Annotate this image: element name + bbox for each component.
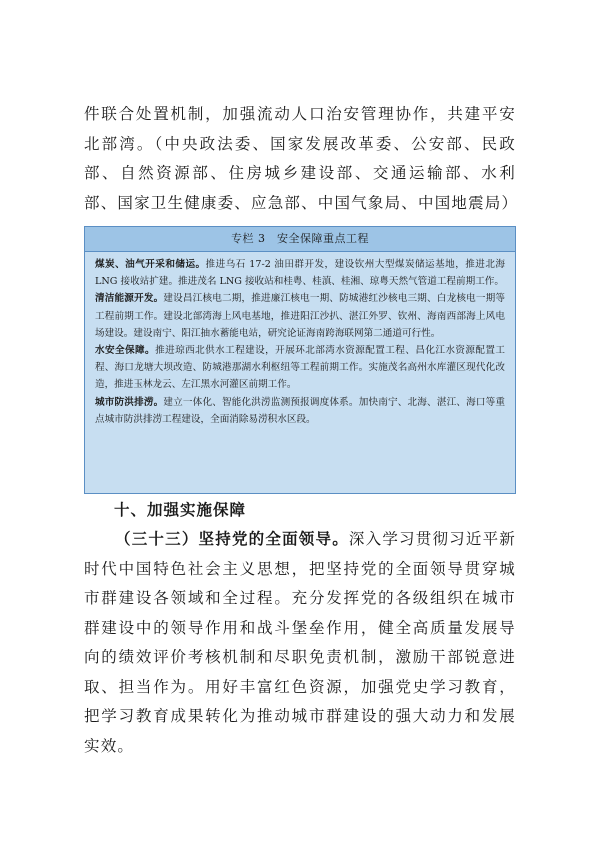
box-title: 专栏 3 安全保障重点工程	[85, 227, 515, 252]
section-heading: 十、加强实施保障	[114, 501, 247, 519]
paragraph-text: 深入学习贯彻习近平新时代中国特色社会主义思想，把坚持党的全面领导贯穿城市群建设各领域和全过程。充分发挥党的各级组织在城市群建设中的领导作用和战斗堡垒作用，健全高质量发展导向的绩效评价考核机制和尽职免责机制，激励干部锐意进取、担当作为。用好丰富红色资源，加强党史学习教育，把学习教育成果转化为推动城市群建设的强大动力和发展实效。	[84, 530, 516, 755]
box-item	[95, 342, 505, 394]
paragraph-lead: （三十三）坚持党的全面领导。	[115, 529, 349, 548]
box-item-text: 建立一体化、智能化洪涝监测预报调度体系。加快南宁、北海、湛江、海口等重点城市防洪排涝工程建设，全面消除易涝积水区段。	[95, 396, 506, 425]
box-item-text: 建设昌江核电二期，推进廉江核电一期、防城港红沙核电三期、白龙核电一期等工程前期工作。建设北部湾海上风电基地，推进阳江沙扒、湛江外罗、钦州、海南西部海上风电场建设。建设南宁、阳江抽水蓄能电站，研究论证海南跨海联网第二通道可行性。	[95, 293, 506, 339]
box-item	[95, 256, 505, 290]
box-item-lead: 清洁能源开发。	[95, 293, 164, 305]
box-item-lead: 煤炭、油气开采和储运。	[95, 259, 206, 270]
box-item-lead: 城市防洪排涝。	[95, 396, 164, 408]
special-column-box	[84, 226, 516, 494]
box-item	[95, 394, 505, 428]
box-item	[95, 290, 505, 342]
box-item-lead: 水安全保障。	[95, 345, 156, 357]
intro-paragraph: 件联合处置机制，加强流动人口治安管理协作，共建平安北部湾。（中央政法委、国家发展改革委、公安部、民政部、自然资源部、住房城乡建设部、交通运输部、水利部、国家卫生健康委、应急部、中国气象局、中国地震局）	[84, 105, 519, 212]
section-paragraph	[84, 524, 516, 761]
box-body	[85, 252, 515, 428]
box-item-text: 推进乌石 17-2 油田群开发，建设钦州大型煤炭储运基地，推进北海 LNG 接收站扩建。推进茂名 LNG 接收站和桂粤、桂滇、桂湘、琼粤天然气管道工程前期工作。	[95, 259, 505, 288]
box-item-text: 推进琼西北供水工程建设，开展环北部湾水资源配置工程、昌化江水资源配置工程、海口龙塘大坝改造、防城港那湖水利枢纽等工程前期工作。实施茂名高州水库灌区现代化改造，推进玉林龙云、左江黑水河灌区前期工作。	[95, 345, 506, 391]
